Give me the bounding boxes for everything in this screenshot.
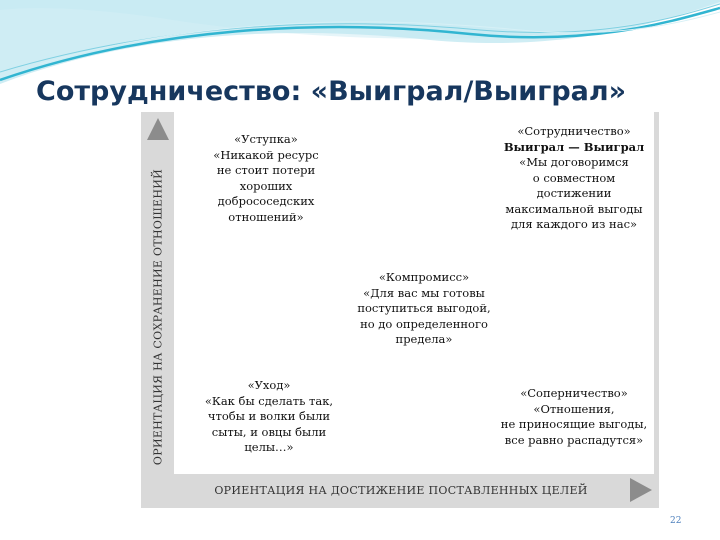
quadrant-line: хороших (239, 178, 293, 193)
quadrant-line: отношений» (228, 209, 304, 224)
quadrant-line: «Мы договоримся (519, 155, 629, 169)
x-axis-label: ОРИЕНТАЦИЯ НА ДОСТИЖЕНИЕ ПОСТАВЛЕННЫХ ЦЕЛЕЙ (214, 484, 588, 497)
page-number: 22 (670, 516, 682, 526)
quadrant-line: о совместном (532, 170, 616, 185)
quadrant-line: «Для вас мы готовы (363, 285, 485, 300)
quadrant-line: поступиться выгодой, (357, 301, 491, 315)
quadrant-line: целы…» (244, 440, 294, 454)
quadrant-line: «Отношения, (533, 401, 615, 416)
quadrant-line: не приносящие выгоды, (500, 417, 648, 431)
quadrant-line: не стоит потери (216, 163, 316, 177)
quadrant-title: «Соперничество» (520, 386, 628, 400)
slide-title: Сотрудничество: «Выиграл/Выиграл» (36, 76, 627, 107)
quadrant-subtitle: Выиграл — Выиграл (503, 139, 645, 154)
quadrant-competition (494, 386, 654, 448)
quadrant-title: «Сотрудничество» (517, 124, 631, 138)
quadrant-line: все равно распадутся» (504, 432, 644, 447)
quadrant-compromise (344, 270, 504, 348)
strategy-matrix (141, 112, 659, 508)
quadrant-line: предела» (395, 332, 453, 346)
quadrant-line: сыты, и овцы были (211, 424, 327, 439)
quadrant-line: добрососедских (217, 194, 315, 208)
quadrant-title: «Компромисс» (378, 270, 470, 284)
y-axis-label: ОРИЕНТАЦИЯ НА СОХРАНЕНИЕ ОТНОШЕНИЙ (151, 168, 165, 466)
matrix-panel (174, 112, 654, 474)
quadrant-title: «Уход» (247, 378, 291, 392)
quadrant-line: для каждого из нас» (510, 217, 638, 231)
arrow-right-icon (627, 475, 655, 505)
quadrant-line: «Никакой ресурс (213, 147, 319, 162)
quadrant-avoidance (184, 378, 354, 456)
quadrant-line: максимальной выгоды (505, 201, 643, 216)
quadrant-line: «Как бы сделать так, (204, 393, 334, 408)
quadrant-line: но до определенного (360, 316, 488, 331)
quadrant-concession (186, 132, 346, 225)
quadrant-line: достижении (536, 186, 612, 200)
quadrant-cooperation (494, 124, 654, 233)
quadrant-line: чтобы и волки были (207, 409, 331, 423)
quadrant-title: «Уступка» (234, 132, 298, 146)
arrow-up-icon (144, 115, 172, 143)
